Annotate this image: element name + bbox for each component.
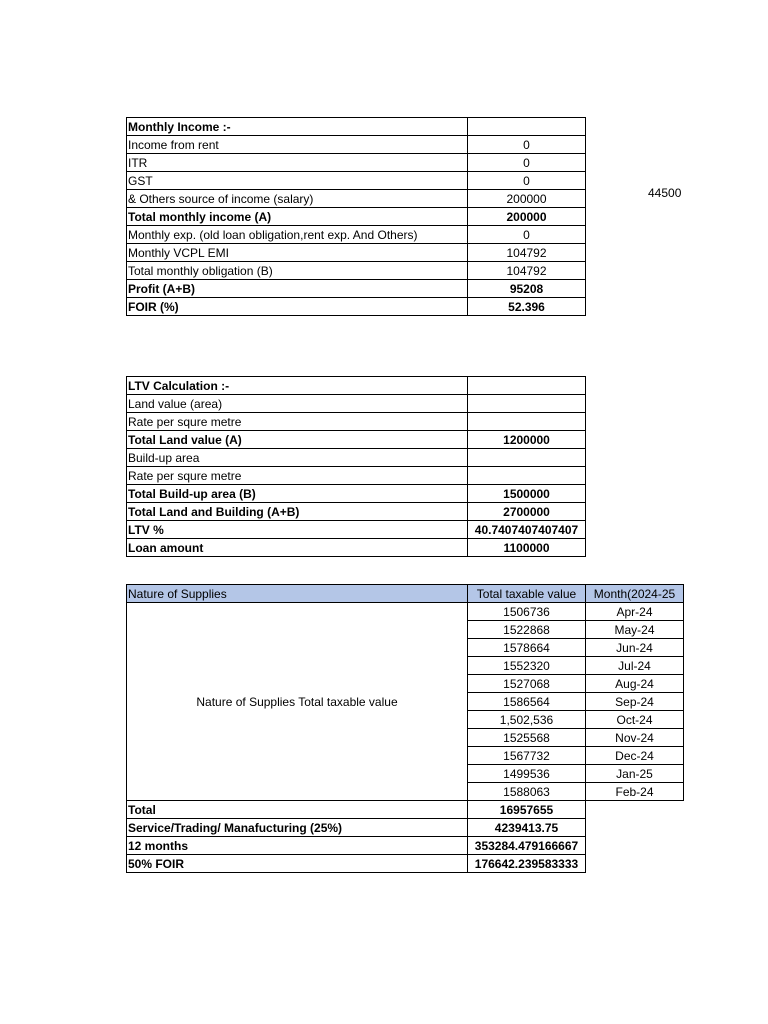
supplies-summary-row <box>127 837 684 855</box>
summary-value: 4239413.75 <box>468 819 586 837</box>
ltv-title-row <box>127 377 586 395</box>
ltv-value <box>468 467 586 485</box>
ltv-label: Rate per squre metre <box>127 467 468 485</box>
income-row <box>127 280 586 298</box>
ltv-label: Total Build-up area (B) <box>127 485 468 503</box>
month-label: Sep-24 <box>586 693 684 711</box>
income-label: FOIR (%) <box>127 298 468 316</box>
income-row <box>127 244 586 262</box>
taxable-value: 1,502,536 <box>468 711 586 729</box>
ltv-row <box>127 413 586 431</box>
income-label: Income from rent <box>127 136 468 154</box>
summary-label: 50% FOIR <box>127 855 468 873</box>
ltv-label: Loan amount <box>127 539 468 557</box>
income-title: Monthly Income :- <box>127 118 468 136</box>
income-row <box>127 262 586 280</box>
ltv-value: 1100000 <box>468 539 586 557</box>
empty-cell <box>468 118 586 136</box>
income-row <box>127 226 586 244</box>
month-label: Jun-24 <box>586 639 684 657</box>
ltv-value <box>468 395 586 413</box>
ltv-label: Land value (area) <box>127 395 468 413</box>
taxable-value: 1499536 <box>468 765 586 783</box>
ltv-row <box>127 521 586 539</box>
income-value: 104792 <box>468 262 586 280</box>
income-row <box>127 208 586 226</box>
ltv-label: Total Land and Building (A+B) <box>127 503 468 521</box>
blank-cell <box>586 801 684 819</box>
blank-cell <box>586 837 684 855</box>
income-value: 200000 <box>468 208 586 226</box>
side-note-value: 44500 <box>648 186 682 200</box>
taxable-value: 1552320 <box>468 657 586 675</box>
month-label: Aug-24 <box>586 675 684 693</box>
supplies-summary-row <box>127 819 684 837</box>
header-nature-of-supplies: Nature of Supplies <box>127 585 468 603</box>
summary-label: Service/Trading/ Manafucturing (25%) <box>127 819 468 837</box>
income-row <box>127 136 586 154</box>
ltv-calculation-table <box>126 376 586 557</box>
ltv-row <box>127 395 586 413</box>
taxable-value: 1527068 <box>468 675 586 693</box>
summary-value: 16957655 <box>468 801 586 819</box>
supplies-merged-label: Nature of Supplies Total taxable value <box>127 603 468 801</box>
income-title-row <box>127 118 586 136</box>
income-value: 200000 <box>468 190 586 208</box>
month-label: May-24 <box>586 621 684 639</box>
month-label: Jul-24 <box>586 657 684 675</box>
income-label: Monthly exp. (old loan obligation,rent exp. And Others) <box>127 226 468 244</box>
supplies-summary-row <box>127 855 684 873</box>
taxable-value: 1522868 <box>468 621 586 639</box>
income-value: 52.396 <box>468 298 586 316</box>
supplies-row <box>127 603 684 621</box>
supplies-header-row <box>127 585 684 603</box>
income-label: ITR <box>127 154 468 172</box>
ltv-row <box>127 485 586 503</box>
income-label: Total monthly obligation (B) <box>127 262 468 280</box>
income-row <box>127 190 586 208</box>
income-value: 0 <box>468 226 586 244</box>
ltv-label: LTV % <box>127 521 468 539</box>
income-row <box>127 154 586 172</box>
income-label: Profit (A+B) <box>127 280 468 298</box>
taxable-value: 1506736 <box>468 603 586 621</box>
month-label: Dec-24 <box>586 747 684 765</box>
summary-label: 12 months <box>127 837 468 855</box>
summary-value: 176642.239583333 <box>468 855 586 873</box>
ltv-label: Rate per squre metre <box>127 413 468 431</box>
header-total-taxable-value: Total taxable value <box>468 585 586 603</box>
taxable-value: 1567732 <box>468 747 586 765</box>
ltv-row <box>127 449 586 467</box>
supplies-summary-row <box>127 801 684 819</box>
month-label: Nov-24 <box>586 729 684 747</box>
ltv-value: 40.7407407407407 <box>468 521 586 539</box>
blank-cell <box>586 819 684 837</box>
income-value: 0 <box>468 172 586 190</box>
summary-value: 353284.479166667 <box>468 837 586 855</box>
ltv-row <box>127 539 586 557</box>
income-value: 95208 <box>468 280 586 298</box>
income-label: GST <box>127 172 468 190</box>
income-value: 104792 <box>468 244 586 262</box>
taxable-value: 1588063 <box>468 783 586 801</box>
ltv-label: Build-up area <box>127 449 468 467</box>
income-value: 0 <box>468 154 586 172</box>
month-label: Jan-25 <box>586 765 684 783</box>
ltv-label: Total Land value (A) <box>127 431 468 449</box>
nature-of-supplies-table <box>126 584 684 873</box>
income-label: Total monthly income (A) <box>127 208 468 226</box>
blank-cell <box>586 855 684 873</box>
ltv-row <box>127 467 586 485</box>
taxable-value: 1578664 <box>468 639 586 657</box>
ltv-value: 1200000 <box>468 431 586 449</box>
month-label: Feb-24 <box>586 783 684 801</box>
ltv-row <box>127 431 586 449</box>
taxable-value: 1586564 <box>468 693 586 711</box>
ltv-value <box>468 449 586 467</box>
income-value: 0 <box>468 136 586 154</box>
summary-label: Total <box>127 801 468 819</box>
ltv-row <box>127 503 586 521</box>
income-row <box>127 172 586 190</box>
ltv-value: 2700000 <box>468 503 586 521</box>
taxable-value: 1525568 <box>468 729 586 747</box>
header-month: Month(2024-25 <box>586 585 684 603</box>
empty-cell <box>468 377 586 395</box>
ltv-value: 1500000 <box>468 485 586 503</box>
ltv-title: LTV Calculation :- <box>127 377 468 395</box>
income-label: & Others source of income (salary) <box>127 190 468 208</box>
monthly-income-table <box>126 117 586 316</box>
income-label: Monthly VCPL EMI <box>127 244 468 262</box>
month-label: Apr-24 <box>586 603 684 621</box>
ltv-value <box>468 413 586 431</box>
income-row <box>127 298 586 316</box>
month-label: Oct-24 <box>586 711 684 729</box>
